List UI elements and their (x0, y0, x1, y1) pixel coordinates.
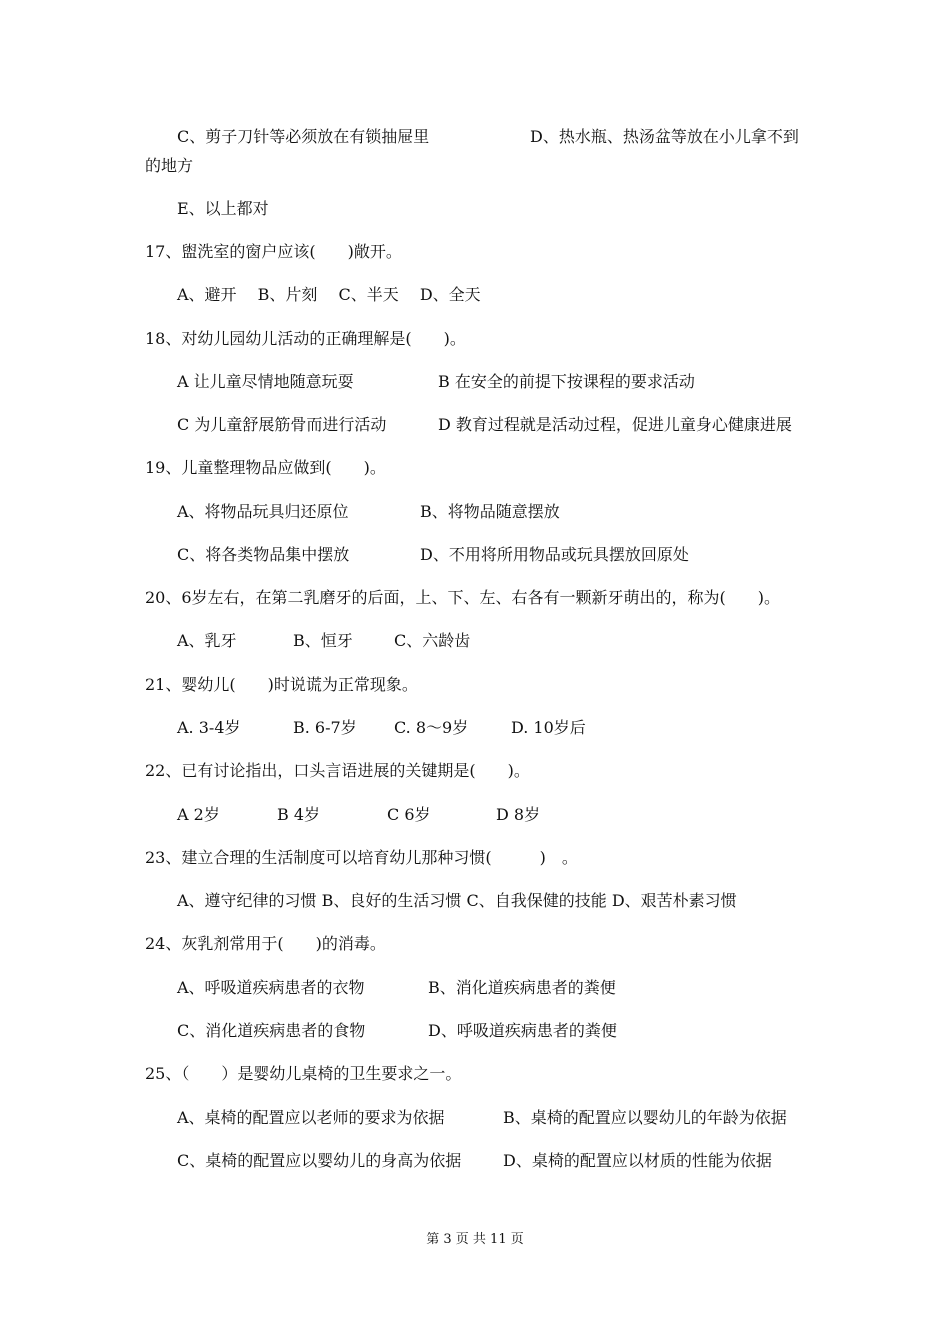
question-22-option-d: D 8岁 (496, 805, 541, 824)
option-d-line: D、热水瓶、热汤盆等放在小儿拿不到 (530, 127, 799, 146)
question-24-option-b: B、消化道疾病患者的粪便 (428, 978, 616, 997)
page-number-footer: 第 3 页 共 11 页 (426, 1232, 524, 1247)
question-25-option-b: B、桌椅的配置应以婴幼儿的年龄为依据 (503, 1108, 787, 1127)
question-19-option-a: A、将物品玩具归还原位 (177, 502, 349, 521)
question-19-option-d: D、不用将所用物品或玩具摆放回原处 (420, 545, 689, 564)
question-23: 23、建立合理的生活制度可以培育幼儿那种习惯( ) 。 (145, 848, 578, 867)
question-25-option-d: D、桌椅的配置应以材质的性能为依据 (503, 1151, 772, 1170)
question-24: 24、灰乳剂常用于( )的消毒。 (145, 934, 386, 953)
question-21-option-a: A. 3-4岁 (177, 718, 241, 737)
question-18: 18、对幼儿园幼儿活动的正确理解是( )。 (145, 329, 466, 348)
question-20: 20、6岁左右，在第二乳磨牙的后面，上、下、左、右各有一颗新牙萌出的，称为( )。 (145, 588, 781, 607)
question-21-option-d: D. 10岁后 (511, 718, 586, 737)
question-20-option-b: B、恒牙 (293, 631, 353, 650)
question-20-option-c: C、六龄齿 (394, 631, 471, 650)
option-e-line: E、以上都对 (177, 199, 269, 218)
question-25-option-c: C、桌椅的配置应以婴幼儿的身高为依据 (177, 1151, 462, 1170)
question-24-option-a: A、呼吸道疾病患者的衣物 (177, 978, 365, 997)
question-22-option-b: B 4岁 (277, 805, 321, 824)
question-17-options: A、避开 B、片刻 C、半天 D、全天 (177, 285, 481, 304)
question-25-option-a: A、桌椅的配置应以老师的要求为依据 (177, 1108, 445, 1127)
question-21: 21、婴幼儿( )时说谎为正常现象。 (145, 675, 418, 694)
question-19: 19、儿童整理物品应做到( )。 (145, 458, 386, 477)
option-c-line: C、剪子刀针等必须放在有锁抽屉里 (177, 127, 430, 146)
question-17: 17、盥洗室的窗户应该( )敞开。 (145, 242, 402, 261)
question-21-option-b: B. 6-7岁 (293, 718, 357, 737)
question-24-option-c: C、消化道疾病患者的食物 (177, 1021, 366, 1040)
question-22-option-a: A 2岁 (177, 805, 220, 824)
question-22-option-c: C 6岁 (387, 805, 431, 824)
question-18-option-a: A 让儿童尽情地随意玩耍 (177, 372, 354, 391)
question-20-option-a: A、乳牙 (177, 631, 237, 650)
question-21-option-c: C. 8～9岁 (394, 718, 469, 737)
question-22: 22、已有讨论指出，口头言语进展的关键期是( )。 (145, 761, 530, 780)
question-18-option-b: B 在安全的前提下按课程的要求活动 (438, 372, 695, 391)
question-25: 25、（ ）是婴幼儿桌椅的卫生要求之一。 (145, 1064, 462, 1083)
question-19-option-c: C、将各类物品集中摆放 (177, 545, 350, 564)
question-23-options: A、遵守纪律的习惯 B、良好的生活习惯 C、自我保健的技能 D、艰苦朴素习惯 (177, 891, 737, 910)
option-d-continuation: 的地方 (145, 156, 194, 175)
question-18-option-d: D 教育过程就是活动过程，促进儿童身心健康进展 (438, 415, 792, 434)
question-19-option-b: B、将物品随意摆放 (420, 502, 560, 521)
question-18-option-c: C 为儿童舒展筋骨而进行活动 (177, 415, 387, 434)
question-24-option-d: D、呼吸道疾病患者的粪便 (428, 1021, 617, 1040)
